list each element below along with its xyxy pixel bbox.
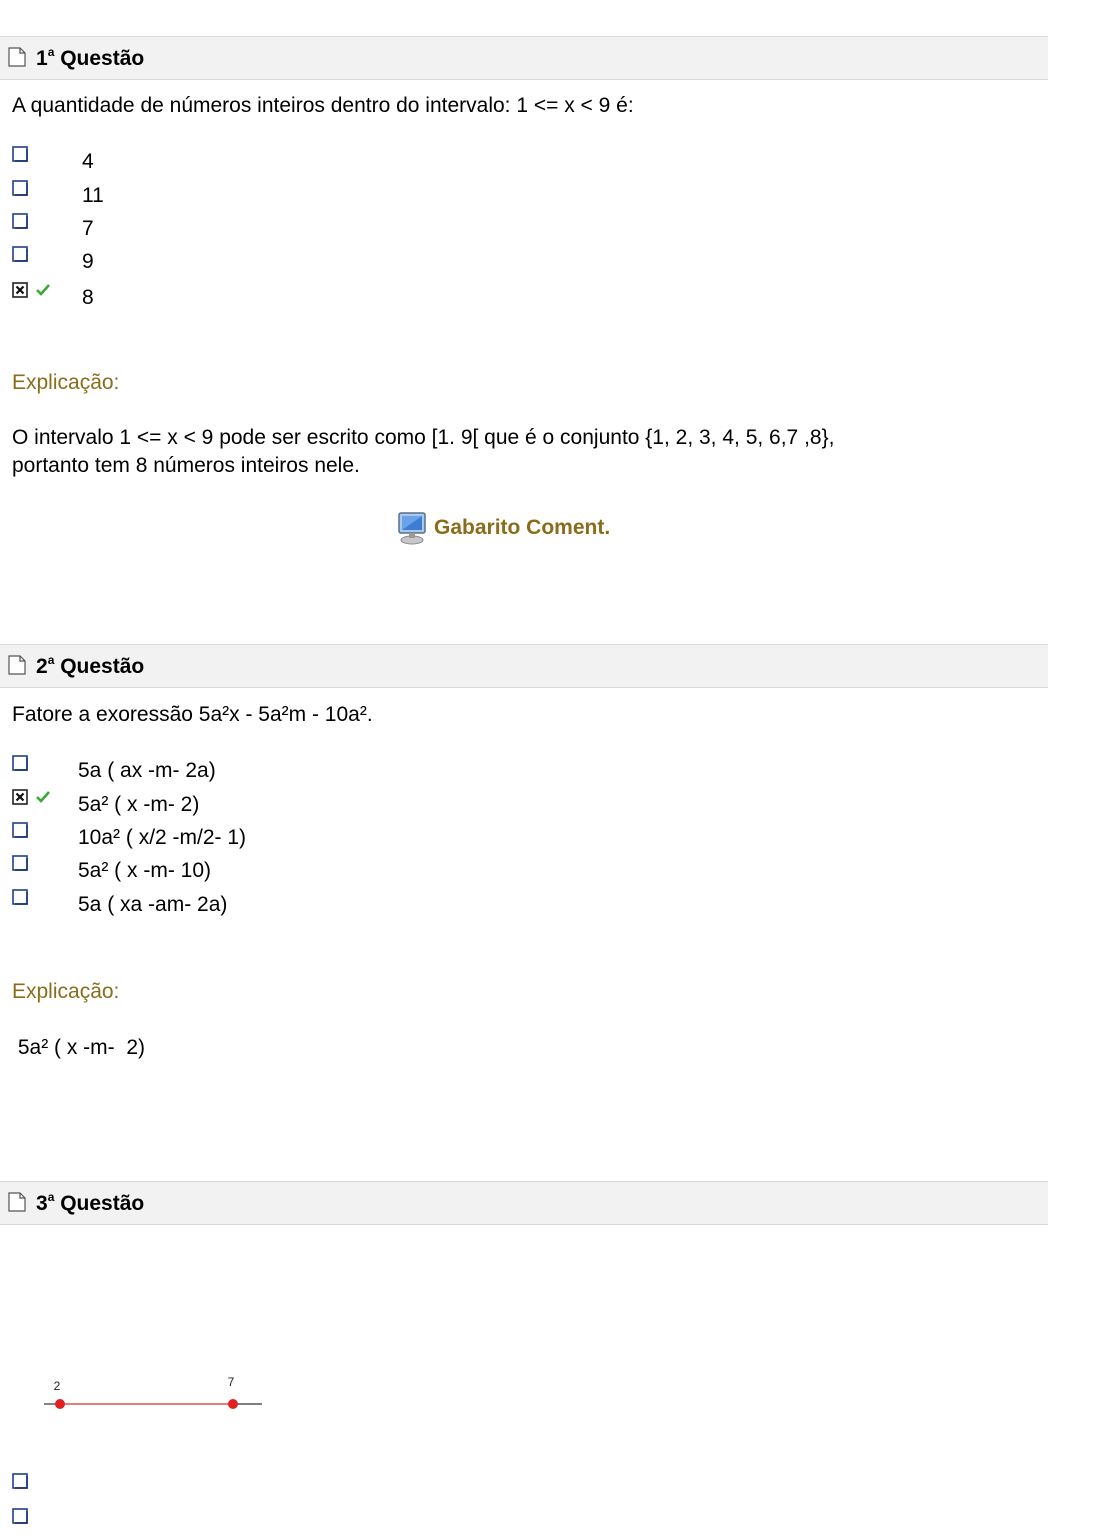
question-2-header <box>0 644 1048 688</box>
question-2-title: 2$^a$ Questão <box>36 653 145 678</box>
question-3-option-2[interactable] <box>12 1508 712 1536</box>
question-1-option-3[interactable]: 7 <box>12 213 712 241</box>
question-2-option-1[interactable]: 5a ( ax -m- 2a) <box>12 755 712 783</box>
checked-box-icon[interactable] <box>12 282 28 298</box>
question-2-option-4[interactable]: 5a² ( x -m- 10) <box>12 855 712 883</box>
checkbox-icon[interactable] <box>12 822 28 838</box>
checkbox-icon[interactable] <box>12 889 28 905</box>
question-1-option-4[interactable]: 9 <box>12 246 712 274</box>
monitor-icon <box>396 510 430 546</box>
page-icon <box>8 1192 26 1212</box>
question-2-statement: Fatore a exoressão 5a²x - 5a²m - 10a². <box>12 703 373 726</box>
number-line-left-label: 2 <box>53 1379 61 1393</box>
explanation-text: 5a² ( x -m- 2) <box>12 1036 146 1059</box>
question-1-option-1[interactable]: 4 <box>12 146 712 174</box>
page-icon <box>8 47 26 67</box>
correct-check-icon <box>36 791 50 803</box>
question-3-title: 3$^a$ Questão <box>36 1190 145 1215</box>
question-1-title: 1$^a$ Questão <box>36 45 145 70</box>
checkbox-icon[interactable] <box>12 213 28 229</box>
checkbox-icon[interactable] <box>12 855 28 871</box>
number-line-right-label: 7 <box>227 1375 235 1389</box>
question-2-option-5[interactable]: 5a ( xa -am- 2a) <box>12 889 712 917</box>
number-line-point-right <box>228 1399 238 1409</box>
question-1-option-2[interactable]: 11 <box>12 180 712 208</box>
page-icon <box>8 655 26 675</box>
question-1-header <box>0 36 1048 80</box>
checkbox-icon[interactable] <box>12 755 28 771</box>
question-3-option-1[interactable] <box>12 1473 712 1501</box>
correct-check-icon <box>36 284 50 296</box>
checkbox-icon[interactable] <box>12 146 28 162</box>
checkbox-icon[interactable] <box>12 246 28 262</box>
explanation-title: Explicação: <box>12 371 120 394</box>
question-2-option-2[interactable]: 5a² ( x -m- 2) <box>12 789 712 817</box>
question-3-header <box>0 1181 1048 1225</box>
question-1-statement: A quantidade de números inteiros dentro do intervalo: 1 <= x < 9 é: <box>12 94 634 117</box>
checkbox-icon[interactable] <box>12 180 28 196</box>
question-1-option-5[interactable]: 8 <box>12 282 712 310</box>
explanation-title: Explicação: <box>12 980 120 1003</box>
number-line-point-left <box>55 1399 65 1409</box>
checkbox-icon[interactable] <box>12 1473 28 1489</box>
number-line-figure <box>40 1372 280 1422</box>
checkbox-icon[interactable] <box>12 1508 28 1524</box>
question-2-option-3[interactable]: 10a² ( x/2 -m/2- 1) <box>12 822 712 850</box>
checked-box-icon[interactable] <box>12 789 28 805</box>
explanation-text: O intervalo 1 <= x < 9 pode ser escrito como [1. 9[ que é o conjunto {1, 2, 3, 4, 5, 6,7 ,8}, portanto tem 8 números inteiros nele. <box>12 426 835 477</box>
